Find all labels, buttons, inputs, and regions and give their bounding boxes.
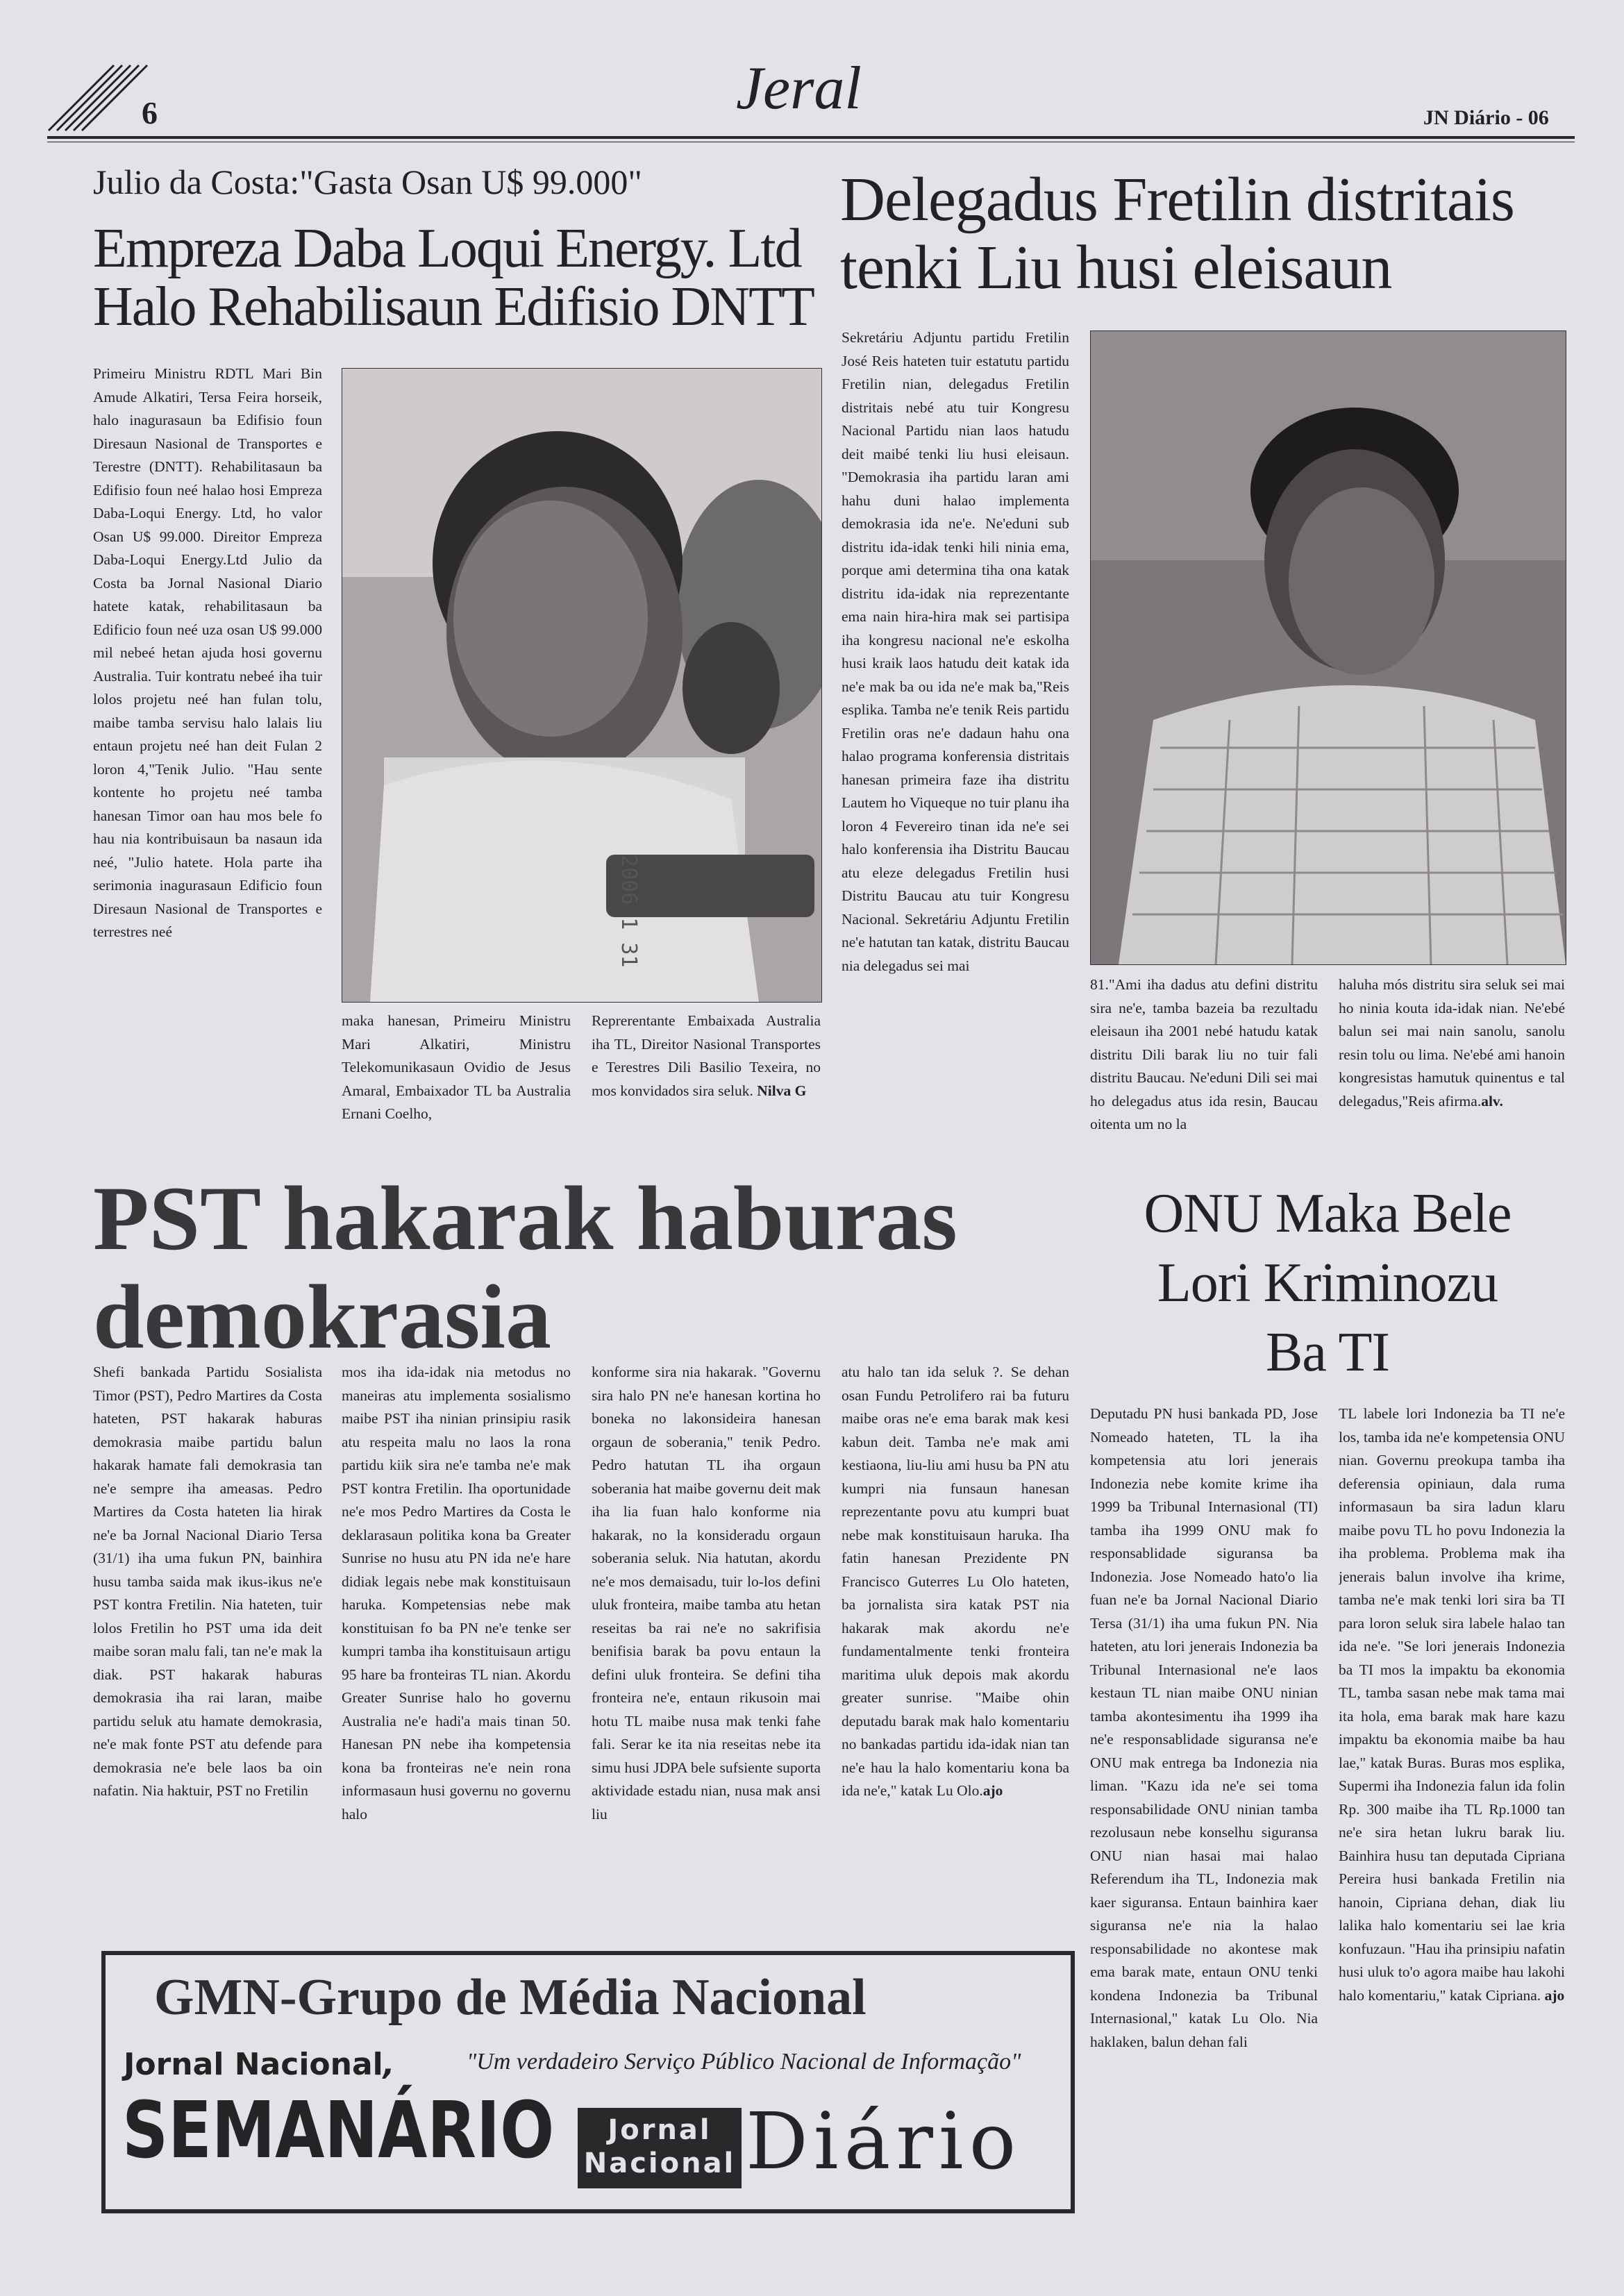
ad-semanario: SEMANÁRIO: [122, 2086, 555, 2176]
article3-column-2: mos iha ida-idak nia metodus no maneiras atu implementa sosialismo maibe PST iha ninian prinsipiu rasik atu respeita malu no laos la rona partidu kiik sira ne'e tamba ne'e mak PST kontra Fretilin. Iha oportunidade ne'e mos Pedro Martires da Costa le deklarasaun politika kona ba Greater Sunrise no husu atu PN ida ne'e hare didiak legais nebe mak konstituisaun haruka. Kompetensias nebe mak konstituisan fo ba PN ne'e tenke ser kumpri tamba iha konstituisaun artigu 95 hare ba fronteiras TL nian. Akordu Greater Sunrise halo ho governu Australia ne'e hadi'a mais tinan 50. Hanesan PN nebe iha kompetensia kona ba fronteiras ne'e nein rona informasaun husi governu no governu halo: [342, 1364, 571, 1822]
article1-photo: [342, 368, 822, 1003]
article1-column-3: Reprerentante Embaixada Australia iha TL, Direitor Nasional Transportes e Terestres Dili Basilio Texeira, no mos konvidados sira seluk. Nilva G: [592, 1012, 821, 1099]
article1-column-2: maka hanesan, Primeiru Ministru Mari Alkatiri, Ministru Telekomunikasaun Ovidio de Jesus Amaral, Embaixador TL ba Australia Ernani Coelho,: [342, 1012, 571, 1122]
article2-headline-line2: tenki Liu husi eleisaun: [840, 233, 1392, 302]
article1-headline-line2: Halo Rehabilisaun Edifisio DNTT: [93, 276, 814, 337]
ad-diario: Diário: [746, 2097, 1022, 2187]
article2-headline-line1: Delegadus Fretilin distritais: [840, 165, 1514, 234]
article4-column-2: TL labele lori Indonezia ba TI ne'e los, tamba ida ne'e kompetensia ONU nian. Governu preokupa tamba iha deferensia opiniaun, dala ruma informasaun ba sira ladun klaru maibe povu TL ho povu Indonezia la iha problema. Problema mak iha jenerais balun involve iha krime, tamba ne'e mak tenki lori sira ba TI para loron seluk sira labele halao tan ida ne'e. "Se lori jenerais Indonezia ba TI mos la impaktu ba ekonomia TL, tamba sasan nebe mak tama mai ita hola, ema barak mak hare kazu impaktu ba ekonomia maibe ba hau lae," katak Buras. Buras mos esplika, Supermi iha Indonezia falun ida folin Rp. 300 maibe iha TL Rp.1000 tan ne'e sira hetan lukru barak liu. Bainhira husu tan deputada Cipriana Pereira husi bankada Fretilin nia hanoin, Cipriana dehan, diak liu lalika halo komentariu sei lae kria konfuzaun. "Hau iha prinsipiu nafatin husi uluk to'o agora maibe hau lakohi halo komentariu," katak Cipriana. ajo: [1339, 1405, 1565, 2004]
ad-diario-box: [578, 2108, 742, 2188]
article2-column-1: Sekretáriu Adjuntu partidu Fretilin José Reis hateten tuir estatutu partidu Fretilin nian, delegadus Fretilin distritais nebé atu tuir Kongresu Nacional Partidu nian laos hatudu deit maibé tenki liu husi eleisaun. "Demokrasia iha partidu laran ami hahu duni halao implementa demokrasia ida ne'e. Ne'eduni sub distritu ida-idak tenki hili ninia ema, porque ami determina tiha ona katak distritu ida-idak nia reprezentante ema nain hira-hira mak sei partisipa iha kongresu nacional ne'e eskolha husi kraik laos hatudu deit katak ida ne'e mak ba ou ida ne'e mak ba,"Reis esplika. Tamba ne'e tenik Reis partidu Fretilin oras ne'e dadaun hahu ona halao programa konferensia distritais hanesan primeira faze iha distritu Lautem ho Viqueque no tuir planu iha loron 4 Fevereiro tinan ida ne'e sei halo konferensia iha Distritu Baucau atu eleze delegadus Fretilin husi Distritu Baucau atu tuir Kongresu Nacional. Sekretáriu Adjuntu Fretilin ne'e hatutan tan katak, distritu Baucau nia delegadus sei mai: [842, 329, 1069, 974]
article1-column-1: Primeiru Ministru RDTL Mari Bin Amude Alkatiri, Tersa Feira horseik, halo inagurasaun ba Edifisio foun Diresaun Nasional de Transportes e Terestre (DNTT). Rehabilitasaun ba Edifisio foun neé halao hosi Empreza Daba-Loqui Energy. Ltd, ho valor Osan U$ 99.000. Direitor Empreza Daba-Loqui Energy.Ltd Julio da Costa ba Jornal Nasional Diario hatete katak, rehabilitasaun ba Edificio foun neé uza osan U$ 99.000 mil nebeé hetan ajuda hosi governu Australia. Tuir kontratu nebeé iha tuir lolos projetu neé han fulan tolu, maibe tamba servisu halo lalais liu entaun projetu neé han deit Fulan 2 loron 4,"Tenik Julio. "Hau sente kontente ho projetu neé tamba hanesan Timor oan hau mos bele fo hau nia kontribuisaun ba nasaun ida neé, "Julio hatete. Hola parte iha serimonia inagurasaun Edificio foun Diresaun Nasional de Transportes e terrestres neé: [93, 365, 322, 940]
ad-diario-box-line2: Nacional: [583, 2147, 736, 2179]
edition-label: JN Diário - 06: [1423, 106, 1549, 129]
header-rule: [47, 136, 1575, 139]
article1-byline: Nilva G: [757, 1082, 807, 1099]
article2-column-2: 81."Ami iha dadus atu defini distritu sira ne'e, tamba bazeia ba rezultadu eleisaun iha 2001 nebé hatudu katak distritu Dili barak liu no tuir fali distritu Baucau. Ne'eduni Dili sei mai ho delegadus atus ida resin, Baucau oitenta um no la: [1090, 976, 1318, 1132]
ad-diario-box-line1: Jornal: [608, 2114, 712, 2146]
article3-headline-line1: PST hakarak haburas: [93, 1167, 957, 1269]
man-portrait-illustration-2: [1091, 331, 1566, 964]
photo-date-stamp: 2006 1 31: [617, 855, 641, 968]
article4-headline-line3: Ba TI: [1266, 1322, 1389, 1383]
article4-byline: ajo: [1544, 1986, 1565, 2004]
article4-headline-line2: Lori Kriminozu: [1157, 1252, 1498, 1314]
page-number: 6: [142, 95, 158, 131]
gmn-advertisement: [101, 1951, 1075, 2213]
article3-headline-line2: demokrasia: [93, 1266, 551, 1368]
article3-column-1: Shefi bankada Partidu Sosialista Timor (PST), Pedro Martires da Costa hateten, PST hakarak haburas demokrasia maibe partidu balun hakarak hamate fali demokrasia tan ne'e sempre iha ameasas. Pedro Martires da Costa hateten lia hirak ne'e ba Jornal Nacional Diario Tersa (31/1) iha uma fukun PN, bainhira husu tamba saida mak ikus-ikus ne'e PST kontra Fretilin. Nia hateten, tuir lolos Fretilin ho PST uma ida deit maibe soran malu fali, tan ne'e mak la diak. PST hakarak haburas demokrasia iha rai laran, maibe partidu seluk atu hamate demokrasia, ne'e mak fonte PST atu defende para demokrasia ne'e bele laos ba oin nafatin. Nia haktuir, PST no Fretilin: [93, 1364, 322, 1799]
man-portrait-illustration: [342, 369, 821, 1002]
article3-byline: ajo: [982, 1782, 1003, 1799]
ad-jornal-nacional: Jornal Nacional,: [124, 2047, 395, 2082]
ad-jornal-nacional-text: Jornal Nacional: [124, 2047, 383, 2082]
article4-column-1: Deputadu PN husi bankada PD, Jose Nomeado hateten, TL la iha kompetensia atu lori jenerais Indonezia nebe komite krime iha 1999 ba Tribunal Internasional (TI) tamba iha 1999 ONU mak fo responsablidade siguransa ba Indonezia. Jose Nomeado hato'o lia fuan ne'e ba Jornal Nacional Diario Tersa (31/1) iha uma fukun PN. Nia hateten, atu lori jenerais Indonezia ba Tribunal Internasional ne'e laos kestaun TL nian maibe ONU ninian tamba akontesimentu iha 1999 iha ne'e responsablidade siguransa ne'e ONU mak entrega ba Indonezia nia liman. "Kazu ida ne'e sei toma responsabilidade ONU ninian tamba rezolusaun nebe konselhu siguransa ONU nian hasai mai halao Referendum iha TL, Indonezia mak kaer siguransa. Entaun bainhira kaer siguransa ne'e nia la halao responsabilidade no akontese mak ema barak mate, entaun ONU tenki kondena Indonezia ba Tribunal Internasional," katak Lu Olo. Nia haklaken, balun dehan fali: [1090, 1405, 1318, 2050]
article3-column-3: konforme sira nia hakarak. "Governu sira halo PN ne'e hanesan kortina ho boneka no lakonsideira hanesan orgaun de soberania," tenik Pedro. Pedro hatutan TL iha orgaun soberania hat maibe governu deit mak iha lia fuan halo konforme nia hakarak, no la konsideradu orgaun soberania seluk. Nia hatutan, akordu ne'e mos demaisadu, tuir lo-los defini uluk fronteira, maibe tamba atu hetan reseitas ba rai ne'e no sakrifisia benifisia barak ba povu entaun la defini uluk fronteira. Se defini tiha fronteira ne'e, entaun rikusoin mai hotu TL maibe nusa mak tenki fahe fali. Serar ke ita nia reseitas nebe ita simu husi JDPA bele sufsiente suporta aktividade estadu nian, nusa mak ansi liu: [592, 1364, 821, 1822]
article2-column-3: haluha mós distritu sira seluk sei mai ho ninia kouta ida-idak nian. Ne'ebé balun sei mai nain sanolu, sanolu resin tolu ou lima. Ne'ebé ami hanoin kongresistas hamutuk quinentus e tal delegadus,"Reis afirma.alv.: [1339, 976, 1565, 1109]
article1-kicker: Julio da Costa:"Gasta Osan U$ 99.000": [93, 162, 642, 201]
article4-headline-line1: ONU Maka Bele: [1144, 1183, 1512, 1244]
article3-column-4: atu halo tan ida seluk ?. Se dehan osan Fundu Petrolifero rai ba futuru maibe oras ne'e ema barak mak kesi kabun deit. Tamba ne'e mak ami kestiaona, liu-liu ami husu ba PN atu kumpri nia funsaun hanesan reprezentante povu atu kumpri buat nebe mak konstituisaun haruka. Iha fatin hanesan Prezidente PN Francisco Guterres Lu Olo hateten, ba jornalista sira katak PST nia hakarak mak akordu ne'e fundamentalmente tenki fronteira maritima uluk depois mak akordu greater sunrise. "Maibe ohin deputadu barak mak halo komentariu no bankadas partidu ida-idak nian tan ne'e hau la halo komentariu kona ba ida ne'e," katak Lu Olo.ajo: [842, 1364, 1069, 1799]
ad-slogan: "Um verdadeiro Serviço Público Nacional de Informação": [467, 2049, 1021, 2075]
article2-photo: [1090, 330, 1566, 965]
article2-byline: alv.: [1481, 1092, 1503, 1109]
section-title: Jeral: [736, 55, 862, 122]
article1-headline-line1: Empreza Daba Loqui Energy. Ltd: [93, 218, 801, 279]
ad-title: GMN-Grupo de Média Nacional: [154, 1969, 867, 2026]
